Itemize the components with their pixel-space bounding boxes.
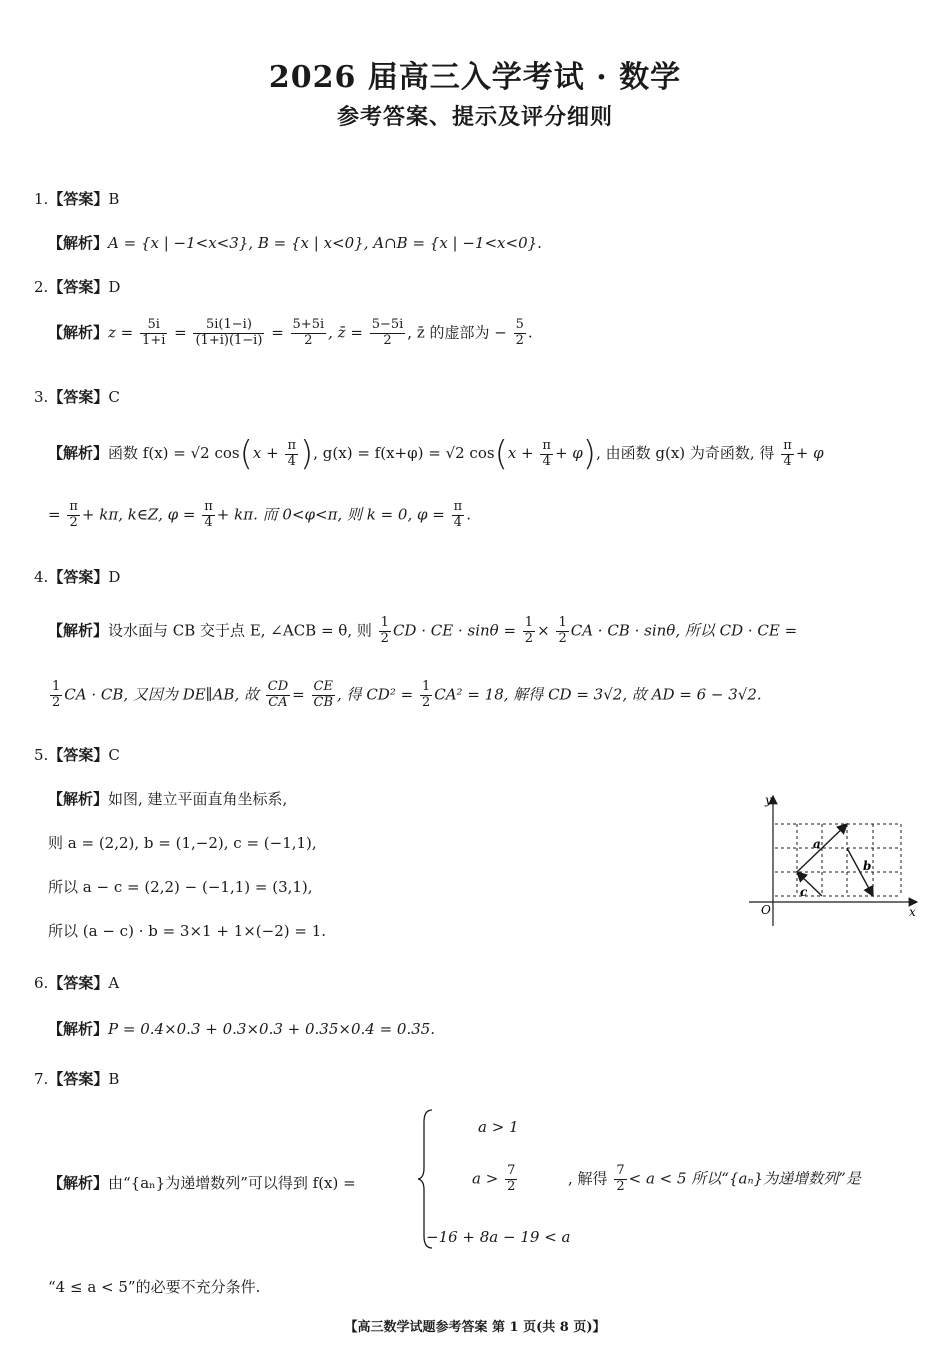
q4-number: 4. bbox=[34, 568, 49, 586]
q4-l1a: 设水面与 CB 交于点 E, ∠ACB = θ, 则 bbox=[108, 621, 372, 640]
q2-answer-tag: 【答案】 bbox=[48, 278, 109, 296]
q7-tail-a: , 解得 bbox=[568, 1169, 608, 1188]
paren-open-2: ( bbox=[494, 434, 508, 474]
q5-answer-tag: 【答案】 bbox=[48, 746, 109, 764]
q3-analysis-line-2 bbox=[48, 500, 471, 531]
q3-l2b: + kπ, k∈Z, φ = bbox=[81, 505, 196, 524]
paren-open-1: ( bbox=[239, 434, 253, 474]
q2-fraction-4: $\frac{5-5i}{2}$ bbox=[371, 317, 404, 348]
page-subtitle: 参考答案、提示及评分细则 bbox=[336, 104, 613, 130]
q3-l1c: , g(x) = f(x+φ) = √2 cos bbox=[313, 444, 495, 462]
q3-l1b: x + bbox=[252, 444, 279, 462]
q3-fraction-pi-2: $\frac{\pi}{2}$ bbox=[69, 499, 78, 530]
q3-number: 3. bbox=[34, 388, 49, 406]
q5-analysis-line-2: 则 a = (2,2), b = (1,−2), c = (−1,1), bbox=[48, 834, 317, 852]
q3-fraction-pi-4-b: $\frac{\pi}{4}$ bbox=[542, 437, 551, 469]
q1-answer-line bbox=[34, 188, 119, 209]
q5-l1: 如图, 建立平面直角坐标系, bbox=[108, 790, 288, 808]
q1-analysis-line bbox=[48, 232, 542, 253]
q3-answer-line bbox=[34, 386, 120, 407]
q7-lead: 由“{aₙ}为递增数列”可以得到 f(x) = bbox=[108, 1174, 356, 1192]
q3-l1e: + φ bbox=[554, 444, 583, 462]
q1-analysis-tag: 【解析】 bbox=[48, 234, 109, 252]
q6-answer-line bbox=[34, 972, 119, 993]
q3-answer-tag: 【答案】 bbox=[48, 388, 109, 406]
q4-fraction-half-d: $\frac{1}{2}$ bbox=[52, 679, 61, 710]
q4-fraction-half-c: $\frac{1}{2}$ bbox=[558, 615, 567, 646]
q3-l1g: + φ bbox=[795, 444, 824, 462]
q5-analysis-tag: 【解析】 bbox=[48, 790, 109, 808]
q7-fraction-7-2-a: $\frac{7}{2}$ bbox=[507, 1163, 516, 1194]
q7-analysis-lead bbox=[48, 1172, 356, 1193]
q4-fraction-half-a: $\frac{1}{2}$ bbox=[380, 615, 389, 646]
q2-fraction-2: $\frac{5i(1-i)}{(1+i)(1-i)}$ bbox=[195, 317, 263, 348]
vector-b-label: b bbox=[863, 859, 872, 873]
q1-answer: B bbox=[108, 190, 120, 208]
q4-fraction-half-b: $\frac{1}{2}$ bbox=[524, 615, 534, 646]
q7-tail-b: < a < 5 所以“{aₙ}为递增数列”是 bbox=[628, 1169, 861, 1188]
q5-answer: C bbox=[108, 746, 120, 764]
q2-fraction-1: $\frac{5i}{1+i}$ bbox=[142, 317, 166, 348]
y-axis-label: y bbox=[765, 793, 772, 807]
q6-analysis-line bbox=[48, 1018, 435, 1039]
q7-answer-tag: 【答案】 bbox=[48, 1070, 109, 1088]
q4-l2c: CA² = 18, 解得 CD = 3√2, 故 AD = 6 − 3√2. bbox=[434, 685, 762, 704]
q7-case-1: a > 1 bbox=[478, 1118, 519, 1136]
q7-answer-line bbox=[34, 1068, 119, 1089]
paren-close-1: ) bbox=[300, 434, 314, 474]
q3-analysis-line-1 bbox=[48, 434, 824, 474]
q5-analysis-line-3: 所以 a − c = (2,2) − (−1,1) = (3,1), bbox=[48, 878, 313, 896]
q6-analysis-tag: 【解析】 bbox=[48, 1020, 109, 1038]
q3-l1a: 函数 f(x) = √2 cos bbox=[108, 444, 240, 462]
q4-fraction-cd-ca: $\frac{CD}{CA}$ bbox=[267, 679, 289, 710]
q3-l2a: = bbox=[48, 505, 61, 524]
q2-z-eq: z = bbox=[108, 323, 134, 342]
q6-analysis: P = 0.4×0.3 + 0.3×0.3 + 0.35×0.4 = 0.35. bbox=[108, 1020, 436, 1038]
q3-l1f: , 由函数 g(x) 为奇函数, 得 bbox=[596, 444, 775, 462]
q4-l1c: × bbox=[537, 621, 550, 640]
q6-number: 6. bbox=[34, 974, 49, 992]
q3-l2c: + kπ. 而 0<φ<π, 则 k = 0, φ = bbox=[216, 505, 445, 524]
q7-answer: B bbox=[108, 1070, 120, 1088]
q2-end: . bbox=[527, 323, 533, 342]
q2-answer-line bbox=[34, 276, 120, 297]
page-footer: 【高三数学试题参考答案 第 1 页(共 8 页)】 bbox=[344, 1320, 606, 1335]
q5-analysis-line-1 bbox=[48, 788, 287, 809]
x-axis-label: x bbox=[909, 905, 916, 919]
q7-analysis-tag: 【解析】 bbox=[48, 1174, 109, 1192]
q7-case-2 bbox=[472, 1164, 519, 1195]
q4-answer-tag: 【答案】 bbox=[48, 568, 109, 586]
q3-fraction-pi-4-a: $\frac{\pi}{4}$ bbox=[287, 437, 296, 469]
q4-analysis-tag: 【解析】 bbox=[48, 621, 109, 640]
q4-fraction-ce-cb: $\frac{CE}{CB}$ bbox=[313, 679, 334, 710]
q3-l2d: . bbox=[466, 505, 471, 524]
q4-l1d: CA · CB · sinθ, 所以 CD · CE = bbox=[570, 621, 798, 640]
page-title: 2026 届高三入学考试 · 数学 bbox=[268, 60, 682, 95]
q4-analysis-line-2 bbox=[48, 680, 762, 711]
q7-number: 7. bbox=[34, 1070, 49, 1088]
q1-answer-tag: 【答案】 bbox=[48, 190, 109, 208]
q3-fraction-pi-4-c: $\frac{\pi}{4}$ bbox=[783, 437, 792, 469]
q4-analysis-line-1 bbox=[48, 616, 797, 647]
q4-l1b: CD · CE · sinθ = bbox=[392, 621, 517, 640]
q7-analysis-tail bbox=[568, 1164, 861, 1195]
q5-number: 5. bbox=[34, 746, 49, 764]
q2-number: 2. bbox=[34, 278, 49, 296]
q6-answer: A bbox=[108, 974, 120, 992]
origin-label: O bbox=[761, 903, 771, 917]
q5-answer-line bbox=[34, 744, 120, 765]
q4-answer: D bbox=[108, 568, 121, 586]
vector-a-label: a bbox=[813, 837, 821, 851]
q1-number: 1. bbox=[34, 190, 49, 208]
q3-fraction-pi-4-d: $\frac{\pi}{4}$ bbox=[204, 499, 213, 530]
q4-answer-line bbox=[34, 566, 120, 587]
grid-lines bbox=[775, 824, 901, 896]
q2-tail: , z̄ 的虚部为 − bbox=[407, 323, 507, 342]
paren-close-2: ) bbox=[582, 434, 597, 474]
q1-analysis: A = {x | −1<x<3}, B = {x | x<0}, A∩B = {x | −1<x<0}. bbox=[108, 234, 542, 252]
q6-answer-tag: 【答案】 bbox=[48, 974, 109, 992]
q3-l1d: x + bbox=[507, 444, 534, 462]
vector-c-label: c bbox=[800, 885, 808, 899]
q3-answer: C bbox=[108, 388, 120, 406]
q7-case2a: a > bbox=[472, 1169, 499, 1188]
q7-case-3: −16 + 8a − 19 < a bbox=[426, 1228, 571, 1246]
vector-grid-figure bbox=[745, 790, 925, 930]
q3-fraction-pi-4-e: $\frac{\pi}{4}$ bbox=[453, 499, 463, 530]
q4-l2a: CA · CB, 又因为 DE∥AB, 故 bbox=[64, 685, 259, 704]
q2-fraction-3: $\frac{5+5i}{2}$ bbox=[292, 317, 325, 348]
q4-eq: = bbox=[292, 685, 305, 704]
q2-fraction-5: $\frac{5}{2}$ bbox=[515, 317, 524, 348]
q4-fraction-half-e: $\frac{1}{2}$ bbox=[421, 679, 431, 710]
q2-zbar: , z̄ = bbox=[328, 323, 363, 342]
q2-answer: D bbox=[108, 278, 121, 296]
q7-analysis-line-2: “4 ≤ a < 5”的必要不充分条件. bbox=[48, 1278, 261, 1296]
q4-l2b: , 得 CD² = bbox=[337, 685, 414, 704]
q5-analysis-line-4: 所以 (a − c) · b = 3×1 + 1×(−2) = 1. bbox=[48, 922, 327, 940]
q2-analysis-tag: 【解析】 bbox=[48, 323, 109, 342]
q3-analysis-tag: 【解析】 bbox=[48, 444, 109, 462]
q2-analysis-line: 【解析】z = $\frac{5i}{1+i}$ = $\frac{5i(1-i)}{(1+i)(1-i)}$ = $\frac{5+5i}{2}$ , z̄ = $\frac{5-5i}{2}$ , z̄ 的虚部为 − $\frac{5}{2}$ . bbox=[48, 317, 533, 348]
q7-fraction-7-2-b: $\frac{7}{2}$ bbox=[616, 1163, 625, 1194]
